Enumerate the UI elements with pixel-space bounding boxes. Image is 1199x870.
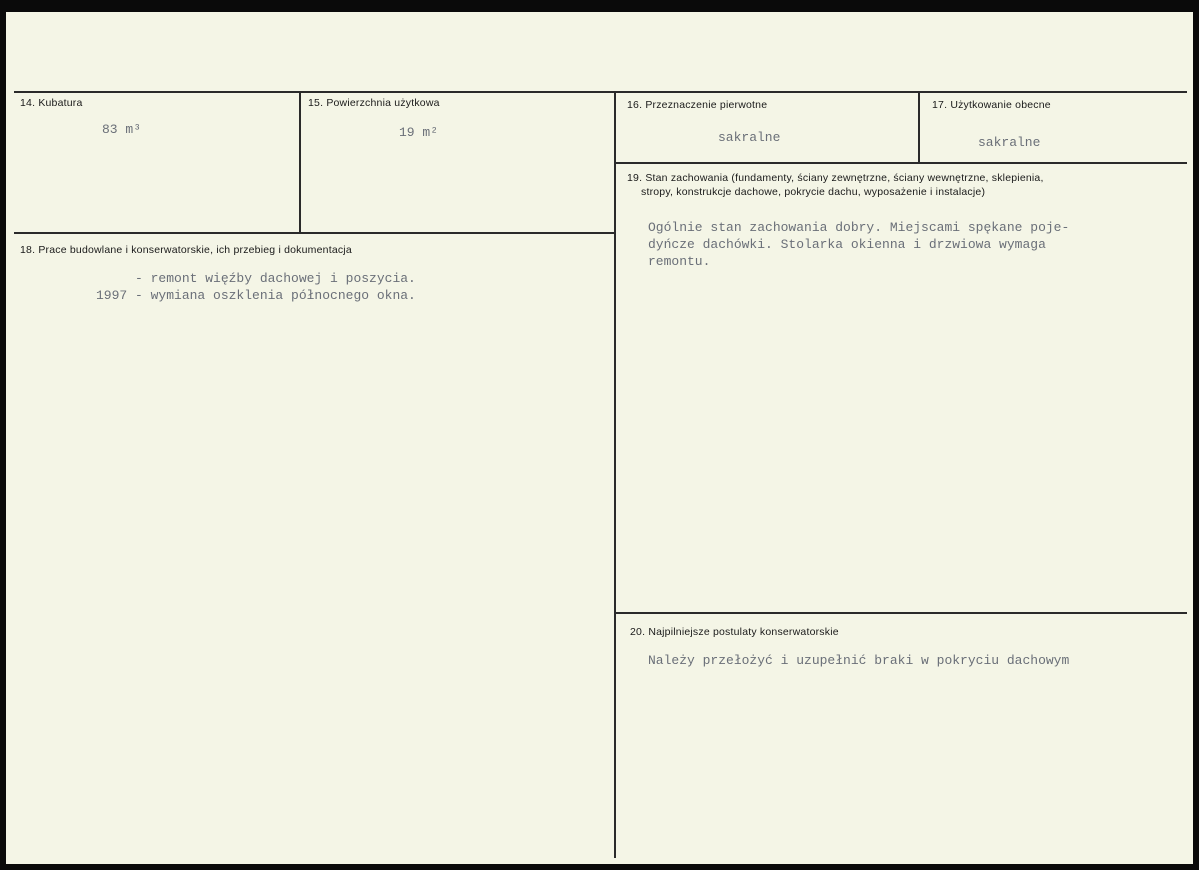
divider-left-right [614, 92, 616, 858]
field-17-value: sakralne [978, 135, 1041, 150]
field-14-label: 14. Kubatura [20, 97, 83, 109]
divider-16-17 [918, 92, 920, 162]
field-19-label-line1: 19. Stan zachowania (fundamenty, ściany zewnętrzne, ściany wewnętrzne, sklepienia, [627, 172, 1044, 184]
field-15-label: 15. Powierzchnia użytkowa [308, 97, 440, 109]
field-18-text-line2: 1997 - wymiana oszklenia północnego okna. [96, 288, 416, 303]
field-18-text-line1: - remont więźby dachowej i poszycia. [96, 271, 416, 286]
field-16-label: 16. Przeznaczenie pierwotne [627, 99, 768, 111]
line-under-14-15 [14, 232, 615, 234]
field-20-value: Należy przełożyć i uzupełnić braki w pokryciu dachowym [648, 653, 1070, 668]
field-18-label: 18. Prace budowlane i konserwatorskie, ich przebieg i dokumentacja [20, 244, 352, 256]
field-15-value: 19 m² [399, 125, 439, 140]
line-above-20 [615, 612, 1187, 614]
record-card [6, 12, 1193, 864]
field-19-label-line2: stropy, konstrukcje dachowe, pokrycie dachu, wyposażenie i instalacje) [641, 186, 986, 198]
field-16-value: sakralne [718, 130, 781, 145]
line-under-16-17 [615, 162, 1187, 164]
field-19-text-line3: remontu. [648, 254, 711, 269]
field-17-label: 17. Użytkowanie obecne [932, 99, 1051, 111]
field-19-text-line2: dyńcze dachówki. Stolarka okienna i drzwiowa wymaga [648, 237, 1046, 252]
divider-14-15 [299, 92, 301, 232]
top-horizontal-line [14, 91, 1187, 93]
field-14-value: 83 m³ [102, 122, 142, 137]
field-19-text-line1: Ogólnie stan zachowania dobry. Miejscami spękane poje- [648, 220, 1070, 235]
field-20-label: 20. Najpilniejsze postulaty konserwatorskie [630, 626, 839, 638]
